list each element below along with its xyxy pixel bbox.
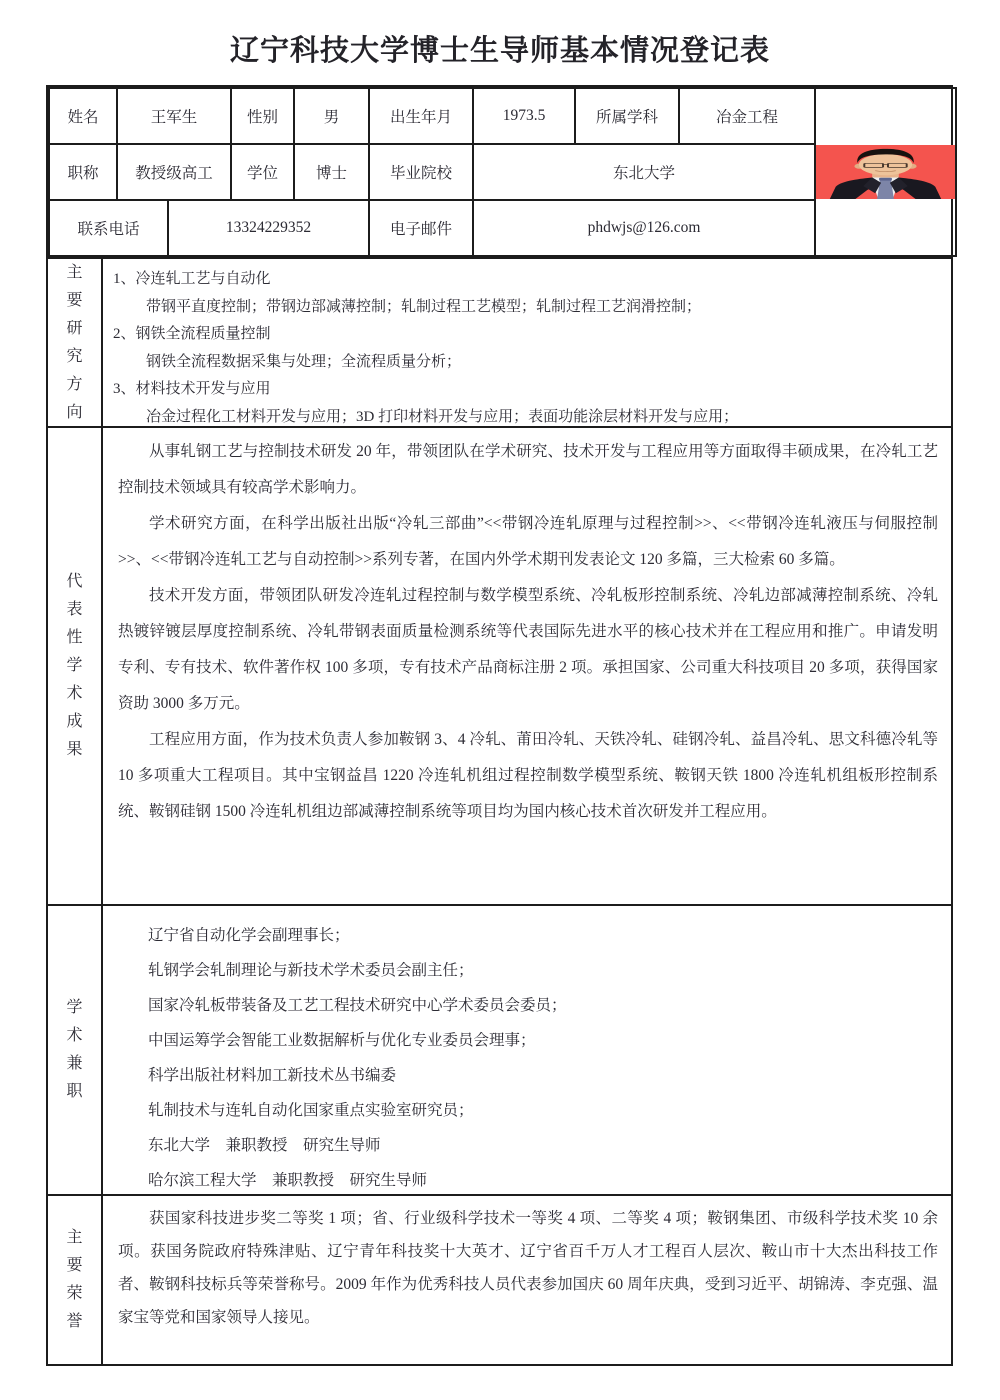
appointment-item: 轧钢学会轧制理论与新技术学术委员会副主任； (148, 962, 474, 979)
birth-value: 1973.5 (473, 88, 575, 144)
row-identity (49, 88, 956, 144)
research-item-title: 3、材料技术开发与应用 (113, 381, 271, 397)
achievement-paragraph: 从事轧钢工艺与控制技术研发 20 年，带领团队在学术研究、技术开发与工程应用等方面取得丰硕成果，在冷轧工艺控制技术领域具有较高学术影响力。 (118, 443, 938, 496)
email-label: 电子邮件 (369, 200, 473, 256)
research-item-detail: 钢铁全流程数据采集与处理；全流程质量分析； (146, 353, 462, 370)
research-item-title: 1、冷连轧工艺与自动化 (113, 271, 271, 287)
name-value: 王军生 (117, 88, 231, 144)
research-directions-content (103, 259, 951, 426)
appointment-item: 中国运筹学会智能工业数据解析与优化专业委员会理事； (148, 1032, 536, 1049)
appointment-item: 科学出版社材料加工新技术丛书编委 (148, 1067, 397, 1084)
section-academic-appointments (48, 904, 951, 1194)
school-label: 毕业院校 (369, 144, 473, 200)
school-value: 东北大学 (473, 144, 815, 200)
achievement-paragraph: 工程应用方面，作为技术负责人参加鞍钢 3、4 冷轧、莆田冷轧、天铁冷轧、硅钢冷轧、益昌冷轧、思文科德冷轧等 10 多项重大工程项目。其中宝钢益昌 1220 冷连轧机组过程控制数学模型系统、鞍钢天铁 1800 冷连轧机组板形控制系统、鞍钢硅钢 1500 冷连轧机组边部减薄控制系统等项目均为国内核心技术首次研发并工程应用。 (118, 731, 938, 820)
registration-table (46, 85, 953, 1366)
gender-value: 男 (294, 88, 369, 144)
email-value: phdwjs@126.com (473, 200, 815, 256)
academic-appointments-content (103, 906, 951, 1194)
academic-appointments-label-cell (48, 906, 103, 1194)
degree-value: 博士 (294, 144, 369, 200)
discipline-value: 冶金工程 (679, 88, 815, 144)
major-honors-label: 主要荣誉 (66, 1229, 83, 1330)
portrait-photo-graphic (816, 145, 955, 199)
academic-achievements-content (103, 428, 951, 904)
degree-label: 学位 (231, 144, 294, 200)
portrait-photo (815, 88, 956, 256)
gender-label: 性别 (231, 88, 294, 144)
section-research-directions (48, 257, 951, 426)
research-directions-label-cell (48, 259, 103, 426)
appointment-item: 哈尔滨工程大学 兼职教授 研究生导师 (148, 1172, 428, 1189)
birth-label: 出生年月 (369, 88, 473, 144)
appointment-item: 东北大学 兼职教授 研究生导师 (148, 1137, 381, 1154)
phone-value: 13324229352 (168, 200, 369, 256)
research-item-title: 2、钢铁全流程质量控制 (113, 326, 271, 342)
academic-achievements-label: 代表性学术成果 (66, 573, 83, 758)
appointment-item: 轧制技术与连轧自动化国家重点实验室研究员； (148, 1102, 474, 1119)
name-label: 姓名 (49, 88, 117, 144)
honors-paragraph: 获国家科技进步奖二等奖 1 项；省、行业级科学技术一等奖 4 项、二等奖 4 项；鞍钢集团、市级科学技术奖 10 余项。获国务院政府特殊津贴、辽宁青年科技奖十大英才、辽宁省百千万人才工程百人层次、鞍山市十大杰出科技工作者、鞍钢科技标兵等荣誉称号。2009 年作为优秀科技人员代表参加国庆 60 周年庆典，受到习近平、胡锦涛、李克强、温家宝等党和国家领导人接见。 (118, 1210, 938, 1326)
phone-label: 联系电话 (49, 200, 168, 256)
discipline-label: 所属学科 (575, 88, 679, 144)
appointment-item: 国家冷轧板带装备及工艺工程技术研究中心学术委员会委员； (148, 997, 567, 1014)
appointment-item: 辽宁省自动化学会副理事长； (148, 927, 350, 944)
achievement-paragraph: 技术开发方面，带领团队研发冷连轧过程控制与数学模型系统、冷轧板形控制系统、冷轧边部减薄控制系统、冷轧热镀锌镀层厚度控制系统、冷轧带钢表面质量检测系统等代表国际先进水平的核心技术并在工程应用和推广。申请发明专利、专有技术、软件著作权 100 多项，专有技术产品商标注册 2 项。承担国家、公司重大科技项目 20 多项，获得国家资助 3000 多万元。 (118, 587, 938, 712)
research-item-detail: 冶金过程化工材料开发与应用；3D 打印材料开发与应用；表面功能涂层材料开发与应用； (146, 408, 739, 425)
major-honors-content (103, 1196, 951, 1364)
research-item-detail: 带钢平直度控制；带钢边部减薄控制；轧制过程工艺模型；轧制过程工艺润滑控制； (146, 298, 702, 315)
academic-appointments-label: 学术兼职 (66, 999, 83, 1100)
section-academic-achievements (48, 426, 951, 904)
job-title-value: 教授级高工 (117, 144, 231, 200)
research-directions-label: 主要研究方向 (66, 263, 83, 421)
basic-info-table (48, 87, 957, 257)
academic-achievements-label-cell (48, 428, 103, 904)
achievement-paragraph: 学术研究方面，在科学出版社出版“冷轧三部曲”<<带钢冷连轧原理与过程控制>>、<<带钢冷连轧液压与伺服控制>>、<<带钢冷连轧工艺与自动控制>>系列专著，在国内外学术期刊发表论文 120 多篇，三大检索 60 多篇。 (118, 515, 938, 568)
section-major-honors (48, 1194, 951, 1364)
page-title: 辽宁科技大学博士生导师基本情况登记表 (229, 35, 770, 67)
job-title-label: 职称 (49, 144, 117, 200)
major-honors-label-cell (48, 1196, 103, 1364)
